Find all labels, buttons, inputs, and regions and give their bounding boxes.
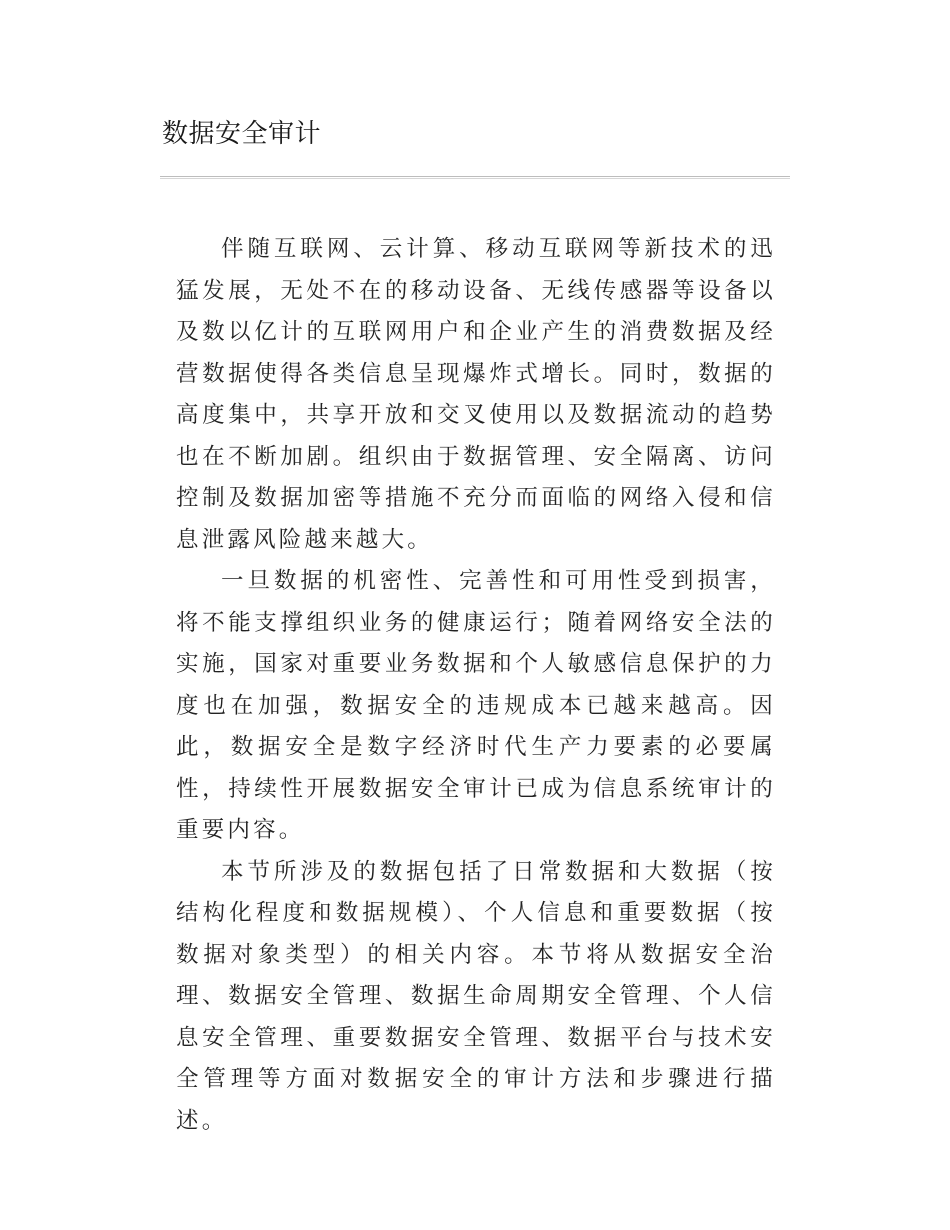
paragraph-3: 本节所涉及的数据包括了日常数据和大数据（按结构化程度和数据规模）、个人信息和重要数据（按数据对象类型）的相关内容。本节将从数据安全治理、数据安全管理、数据生命周期安全管理、个人信息安全管理、重要数据安全管理、数据平台与技术安全管理等方面对数据安全的审计方法和步骤进行描述。 [176, 858, 776, 1134]
title-divider [160, 176, 790, 179]
paragraph-2: 一旦数据的机密性、完善性和可用性受到损害，将不能支撑组织业务的健康运行；随着网络安全法的实施，国家对重要业务数据和个人敏感信息保护的力度也在加强，数据安全的违规成本已越来越高。因此，数据安全是数字经济时代生产力要素的必要属性，持续性开展数据安全审计已成为信息系统审计的重要内容。 [176, 568, 776, 843]
page-title: 数据安全审计 [162, 119, 322, 149]
article-body [176, 229, 776, 1142]
paragraph-1: 伴随互联网、云计算、移动互联网等新技术的迅猛发展，无处不在的移动设备、无线传感器等设备以及数以亿计的互联网用户和企业产生的消费数据及经营数据使得各类信息呈现爆炸式增长。同时，数据的高度集中，共享开放和交叉使用以及数据流动的趋势也在不断加剧。组织由于数据管理、安全隔离、访问控制及数据加密等措施不充分而面临的网络入侵和信息泄露风险越来越大。 [176, 236, 776, 553]
